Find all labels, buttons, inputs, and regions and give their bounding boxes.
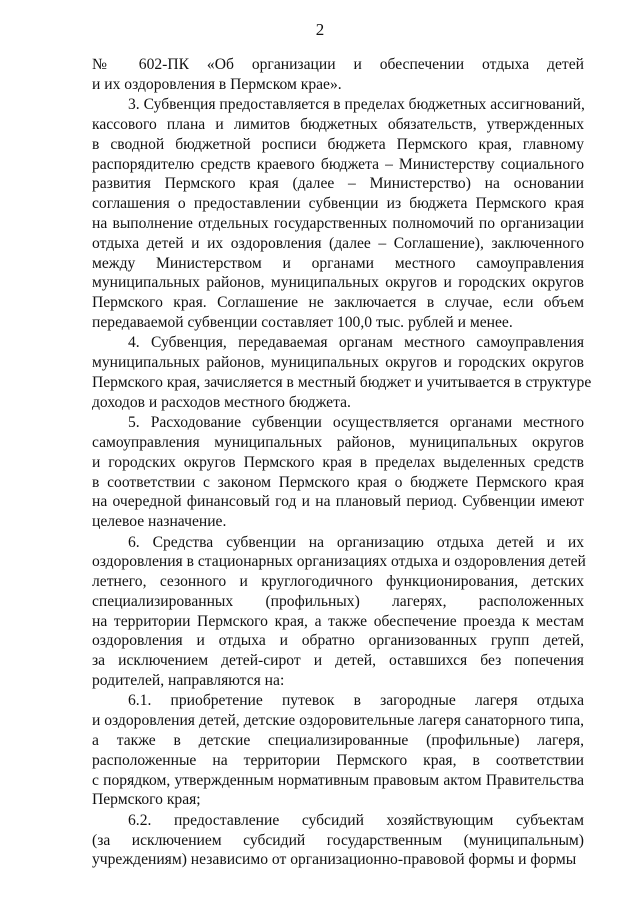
- text-line: доходов и расходов местного бюджета.: [92, 393, 351, 411]
- paragraph-p-5: [92, 413, 584, 532]
- text-line: (за исключением субсидий государственным (муниципальным): [92, 831, 584, 849]
- text-line: 3. Субвенция предоставляется в пределах бюджетных ассигнований,: [128, 96, 585, 114]
- text-line: специализированных (профильных) лагерях, расположенных: [92, 592, 584, 610]
- text-line: развития Пермского края (далее – Министерство) на основании: [92, 175, 584, 193]
- document-body: [92, 55, 592, 870]
- text-line: целевое назначение.: [92, 513, 227, 531]
- text-line: распорядителю средств краевого бюджета – Министерству социального: [92, 155, 584, 173]
- text-line: 5. Расходование субвенции осуществляется органами местного: [128, 414, 584, 432]
- page-number: 2: [315, 20, 325, 39]
- text-line: за исключением детей-сирот и детей, оставшихся без попечения: [92, 652, 584, 670]
- text-line: оздоровления и отдыха и обратно организованных групп детей,: [92, 632, 584, 650]
- text-line: в соответствии с законом Пермского края о бюджете Пермского края: [92, 473, 584, 491]
- text-line: на выполнение отдельных государственных полномочий по организации: [92, 214, 584, 232]
- text-line: родителей, направляются на:: [92, 672, 285, 690]
- text-line: на территории Пермского края, а также обеспечение проезда к местам: [92, 612, 584, 630]
- text-line: 6. Средства субвенции на организацию отдыха детей и их: [128, 533, 584, 551]
- paragraph-p-4: [92, 333, 592, 412]
- text-line: отдыха детей и их оздоровления (далее – Соглашение), заключенного: [92, 234, 584, 252]
- text-line: № 602-ПК «Об организации и обеспечении отдыха детей: [92, 56, 584, 73]
- paragraph-p-3: [92, 95, 584, 333]
- text-line: летнего, сезонного и круглогодичного функционирования, детских: [92, 573, 584, 591]
- text-line: муниципальных районов, муниципальных округов и городских округов: [92, 274, 584, 292]
- text-line: кассового плана и лимитов бюджетных обязательств, утвержденных: [92, 115, 584, 133]
- text-line: самоуправления муниципальных районов, муниципальных округов: [92, 433, 584, 451]
- paragraph-p-continuation: [92, 55, 584, 95]
- text-line: между Министерством и органами местного самоуправления: [92, 254, 584, 272]
- text-line: Пермского края;: [92, 791, 201, 809]
- text-line: в сводной бюджетной росписи бюджета Пермского края, главному: [92, 135, 584, 153]
- text-line: и оздоровления детей, детские оздоровительные лагеря санаторного типа,: [92, 712, 585, 730]
- paragraph-p-6-1: [92, 691, 584, 810]
- paragraph-p-6-2: [92, 811, 584, 870]
- text-line: 6.1. приобретение путевок в загородные лагеря отдыха: [128, 692, 584, 710]
- text-line: Пермского края. Соглашение не заключается в случае, если объем: [92, 294, 584, 312]
- text-line: и их оздоровления в Пермском крае».: [92, 75, 342, 93]
- paragraph-p-6: [92, 533, 584, 691]
- text-line: муниципальных районов, муниципальных округов и городских округов: [92, 354, 584, 372]
- text-line: учреждениям) независимо от организационно-правовой формы и формы: [92, 851, 577, 869]
- text-line: соглашения о предоставлении субвенции из бюджета Пермского края: [92, 195, 584, 213]
- text-line: Пермского края, зачисляется в местный бюджет и учитывается в структуре: [92, 373, 592, 391]
- text-line: передаваемой субвенции составляет 100,0 тыс. рублей и менее.: [92, 313, 513, 331]
- text-line: и городских округов Пермского края в пределах выделенных средств: [92, 453, 584, 471]
- text-line: расположенные на территории Пермского края, в соответствии: [92, 751, 584, 769]
- text-line: с порядком, утвержденным нормативным правовым актом Правительства: [92, 771, 584, 789]
- text-line: 6.2. предоставление субсидий хозяйствующим субъектам: [128, 811, 584, 829]
- text-line: оздоровления в стационарных организациях отдыха и оздоровления детей: [92, 553, 586, 571]
- text-line: на очередной финансовый год и на плановый период. Субвенции имеют: [92, 493, 584, 511]
- text-line: а также в детские специализированные (профильные) лагеря,: [92, 732, 584, 750]
- text-line: 4. Субвенция, передаваемая органам местного самоуправления: [128, 334, 584, 352]
